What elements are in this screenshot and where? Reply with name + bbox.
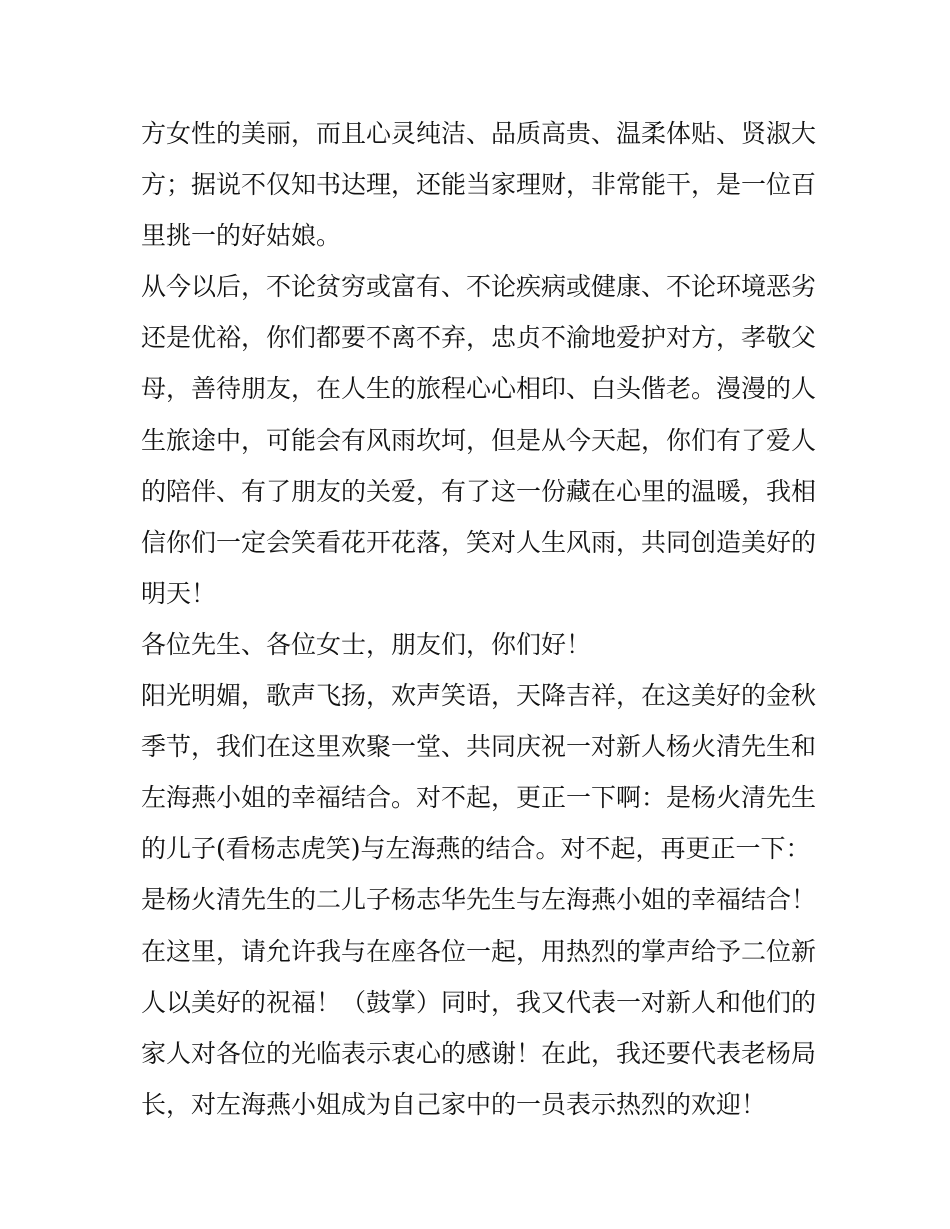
document-body: [141, 108, 817, 1130]
text-line: 人以美好的祝福！（鼓掌）同时，我又代表一对新人和他们的: [141, 987, 817, 1017]
text-line: 在这里，请允许我与在座各位一起，用热烈的掌声给予二位新: [141, 936, 817, 966]
text-line: 的儿子(看杨志虎笑)与左海燕的结合。对不起，再更正一下：: [141, 834, 811, 864]
text-line: 母，善待朋友，在人生的旅程心心相印、白头偕老。漫漫的人: [141, 374, 817, 404]
text-line: 还是优裕，你们都要不离不弃，忠贞不渝地爱护对方，孝敬父: [141, 323, 817, 353]
text-line: 阳光明媚，歌声飞扬，欢声笑语，天降吉祥，在这美好的金秋: [141, 681, 817, 711]
text-line: 里挑一的好姑娘。: [141, 221, 342, 251]
text-line: 各位先生、各位女士，朋友们，你们好！: [141, 629, 592, 659]
text-line: 家人对各位的光临表示衷心的感谢！在此，我还要代表老杨局: [141, 1038, 817, 1068]
text-line: 左海燕小姐的幸福结合。对不起，更正一下啊：是杨火清先生: [141, 783, 817, 813]
text-line: 方女性的美丽，而且心灵纯洁、品质高贵、温柔体贴、贤淑大: [141, 119, 817, 148]
text-line: 的陪伴、有了朋友的关爱，有了这一份藏在心里的温暖，我相: [141, 476, 817, 506]
text-line: 方；据说不仅知书达理，还能当家理财，非常能干，是一位百: [141, 170, 817, 200]
text-line: 从今以后，不论贫穷或富有、不论疾病或健康、不论环境恶劣: [141, 272, 817, 302]
text-line: 是杨火清先生的二儿子杨志华先生与左海燕小姐的幸福结合！: [141, 885, 817, 915]
text-line: 明天！: [141, 578, 217, 608]
text-line: 季节，我们在这里欢聚一堂、共同庆祝一对新人杨火清先生和: [141, 732, 817, 762]
text-line: 信你们一定会笑看花开花落，笑对人生风雨，共同创造美好的: [141, 527, 817, 557]
text-line: 生旅途中，可能会有风雨坎坷，但是从今天起，你们有了爱人: [141, 425, 817, 455]
text-line: 长，对左海燕小姐成为自己家中的一员表示热烈的欢迎！: [141, 1089, 767, 1119]
